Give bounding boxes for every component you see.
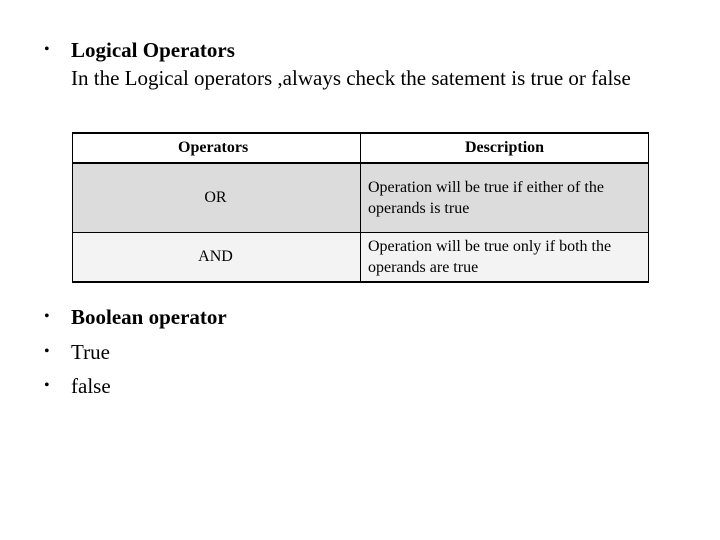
bullet-icon: • [44, 377, 50, 394]
list-item [44, 335, 227, 370]
section-description: In the Logical operators ,always check the satement is true or false [71, 66, 631, 90]
bullet-icon: • [44, 308, 50, 325]
operator-cell: OR [73, 163, 361, 233]
boolean-section [44, 300, 227, 404]
section-heading: Logical Operators [71, 38, 235, 62]
header-description: Description [361, 133, 649, 163]
header-operators: Operators [73, 133, 361, 163]
bullet-item-logical-operators [44, 36, 681, 64]
bullet-icon: • [44, 41, 50, 58]
operators-table [72, 132, 649, 283]
description-cell: Operation will be true if either of the operands is true [361, 163, 649, 233]
bullet-icon: • [44, 342, 50, 360]
list-item-label: false [71, 374, 111, 398]
description-cell: Operation will be true only if both the operands are true [361, 233, 649, 283]
table-row [73, 163, 649, 233]
operator-cell: AND [73, 233, 361, 283]
list-item-label: True [71, 339, 110, 364]
table-row [73, 233, 649, 283]
list-item-label: Boolean operator [71, 305, 227, 329]
list-item [44, 300, 227, 335]
table-header-row [73, 133, 649, 163]
list-item [44, 369, 227, 404]
logical-operators-section [44, 36, 681, 92]
